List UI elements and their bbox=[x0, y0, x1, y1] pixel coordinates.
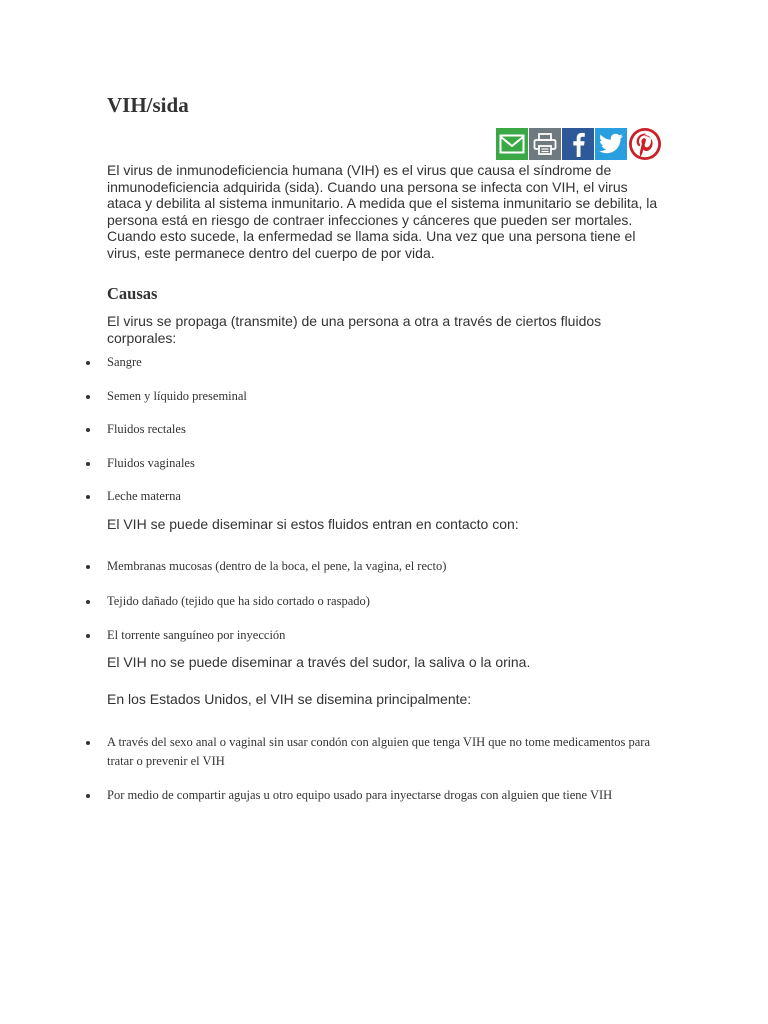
list-item: Semen y líquido preseminal bbox=[0, 387, 768, 406]
us-lead-paragraph: En los Estados Unidos, el VIH se disemina principalmente: bbox=[107, 691, 472, 707]
list-item: Fluidos vaginales bbox=[0, 454, 768, 473]
causes-lead-paragraph: El virus se propaga (transmite) de una persona a otra a través de ciertos fluidos corporales: bbox=[107, 313, 602, 346]
pinterest-icon bbox=[628, 127, 662, 161]
intro-paragraph: El virus de inmunodeficiencia humana (VIH) es el virus que causa el síndrome de inmunodeficiencia adquirida (sida). Cuando una persona se infecta con VIH, el virus ataca y debilita al sistema inmunitario. A medida que el sistema inmunitario se debilita, la persona está en riesgo de contraer infecciones y cánceres que pueden ser mortales. Cuando esto sucede, la enfermedad se llama sida. Una vez que una persona tiene el virus, este permanece dentro del cuerpo de por vida. bbox=[107, 162, 658, 261]
not-spread-paragraph: El VIH no se puede diseminar a través del sudor, la saliva o la orina. bbox=[107, 654, 531, 670]
list-item: Por medio de compartir agujas u otro equipo usado para inyectarse drogas con alguien que tiene VIH bbox=[0, 786, 768, 805]
contacts-list bbox=[0, 557, 768, 645]
share-toolbar bbox=[496, 128, 662, 160]
twitter-share-button[interactable] bbox=[595, 128, 627, 160]
list-item: Membranas mucosas (dentro de la boca, el pene, la vagina, el recto) bbox=[0, 557, 768, 576]
print-button[interactable] bbox=[529, 128, 561, 160]
pinterest-share-button[interactable] bbox=[628, 128, 662, 160]
list-item: Tejido dañado (tejido que ha sido cortado o raspado) bbox=[0, 592, 768, 611]
list-item: Fluidos rectales bbox=[0, 420, 768, 439]
list-item: El torrente sanguíneo por inyección bbox=[0, 626, 768, 645]
twitter-icon bbox=[598, 133, 624, 155]
email-share-button[interactable] bbox=[496, 128, 528, 160]
list-item: Leche materna bbox=[0, 487, 768, 506]
page-title: VIH/sida bbox=[107, 93, 189, 117]
facebook-share-button[interactable] bbox=[562, 128, 594, 160]
us-ways-list bbox=[0, 733, 768, 805]
list-item: Sangre bbox=[0, 353, 768, 372]
envelope-icon bbox=[499, 134, 525, 154]
facebook-icon bbox=[569, 131, 587, 157]
fluids-list bbox=[0, 353, 768, 506]
printer-icon bbox=[533, 133, 557, 155]
list-item: A través del sexo anal o vaginal sin usar condón con alguien que tenga VIH que no tome medicamentos para tratar o prevenir el VIH bbox=[0, 733, 768, 771]
contact-lead-paragraph: El VIH se puede diseminar si estos fluidos entran en contacto con: bbox=[107, 516, 519, 532]
causes-heading: Causas bbox=[107, 284, 158, 303]
